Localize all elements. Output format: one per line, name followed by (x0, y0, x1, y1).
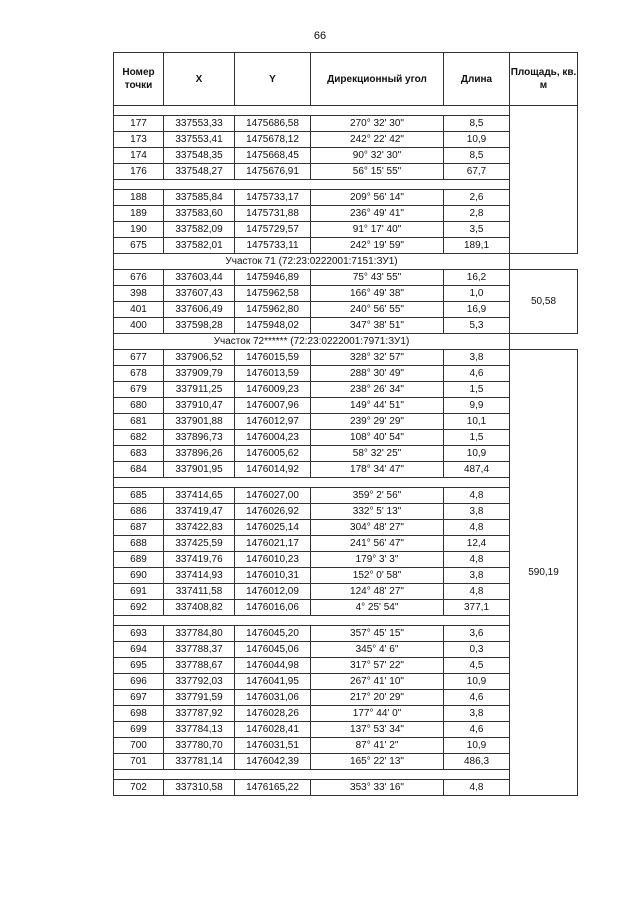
y-cell: 1476044,98 (235, 658, 311, 674)
table-row (114, 350, 578, 366)
angle-cell: 328° 32' 57" (311, 350, 444, 366)
table-row (114, 286, 578, 302)
y-cell: 1476010,31 (235, 568, 311, 584)
y-cell: 1476165,22 (235, 780, 311, 796)
x-cell: 337585,84 (164, 190, 235, 206)
area-cell-section-71: 50,58 (510, 270, 578, 334)
angle-cell: 347° 38' 51" (311, 318, 444, 334)
angle-cell: 209° 56' 14" (311, 190, 444, 206)
length-cell: 2,6 (444, 190, 510, 206)
table-row (114, 132, 578, 148)
angle-cell: 242° 19' 59" (311, 238, 444, 254)
table-row (114, 600, 578, 616)
angle-cell: 217° 20' 29" (311, 690, 444, 706)
point-number-cell: 682 (114, 430, 164, 446)
angle-cell: 317° 57' 22" (311, 658, 444, 674)
point-number-cell: 400 (114, 318, 164, 334)
page-number: 66 (313, 30, 327, 42)
angle-cell: 353° 33' 16" (311, 780, 444, 796)
area-cell-blank (510, 106, 578, 254)
angle-cell: 304° 48' 27" (311, 520, 444, 536)
length-cell: 10,1 (444, 414, 510, 430)
y-cell: 1476028,41 (235, 722, 311, 738)
spacer-cell (114, 616, 510, 626)
x-cell: 337310,58 (164, 780, 235, 796)
table-row (114, 722, 578, 738)
length-cell: 4,8 (444, 584, 510, 600)
point-number-cell: 700 (114, 738, 164, 754)
y-cell: 1475946,89 (235, 270, 311, 286)
table-row (114, 238, 578, 254)
table-row (114, 706, 578, 722)
x-cell: 337606,49 (164, 302, 235, 318)
spacer-cell (114, 180, 510, 190)
x-cell: 337548,27 (164, 164, 235, 180)
length-cell: 12,4 (444, 536, 510, 552)
table-row (114, 738, 578, 754)
y-cell: 1475668,45 (235, 148, 311, 164)
point-number-cell: 686 (114, 504, 164, 520)
angle-cell: 288° 30' 49" (311, 366, 444, 382)
angle-cell: 124° 48' 27" (311, 584, 444, 600)
y-cell: 1475678,12 (235, 132, 311, 148)
point-number-cell: 174 (114, 148, 164, 164)
length-cell: 8,5 (444, 116, 510, 132)
table-row (114, 382, 578, 398)
x-cell: 337408,82 (164, 600, 235, 616)
angle-cell: 166° 49' 38" (311, 286, 444, 302)
length-cell: 9,9 (444, 398, 510, 414)
angle-cell: 90° 32' 30" (311, 148, 444, 164)
length-cell: 4,5 (444, 658, 510, 674)
table-row (114, 366, 578, 382)
x-cell: 337598,28 (164, 318, 235, 334)
point-number-cell: 694 (114, 642, 164, 658)
table-row (114, 222, 578, 238)
section-title: Участок 72****** (72:23:0222001:7971:ЗУ1) (114, 334, 510, 350)
length-cell: 0,3 (444, 642, 510, 658)
y-cell: 1476004,23 (235, 430, 311, 446)
table-row (114, 780, 578, 796)
y-cell: 1476027,00 (235, 488, 311, 504)
point-number-cell: 699 (114, 722, 164, 738)
header-area: Площадь, кв. м (510, 53, 578, 106)
angle-cell: 165° 22' 13" (311, 754, 444, 770)
y-cell: 1476025,14 (235, 520, 311, 536)
y-cell: 1476007,96 (235, 398, 311, 414)
x-cell: 337419,76 (164, 552, 235, 568)
point-number-cell: 189 (114, 206, 164, 222)
y-cell: 1475962,80 (235, 302, 311, 318)
angle-cell: 75° 43' 55" (311, 270, 444, 286)
point-number-cell: 678 (114, 366, 164, 382)
y-cell: 1476042,39 (235, 754, 311, 770)
spacer-row (114, 616, 578, 626)
point-number-cell: 702 (114, 780, 164, 796)
section-title-row (114, 334, 578, 350)
y-cell: 1475733,17 (235, 190, 311, 206)
table-row (114, 504, 578, 520)
angle-cell: 236° 49' 41" (311, 206, 444, 222)
angle-cell: 137° 53' 34" (311, 722, 444, 738)
length-cell: 377,1 (444, 600, 510, 616)
y-cell: 1476026,92 (235, 504, 311, 520)
angle-cell: 87° 41' 2" (311, 738, 444, 754)
point-number-cell: 687 (114, 520, 164, 536)
x-cell: 337784,13 (164, 722, 235, 738)
table-row (114, 626, 578, 642)
angle-cell: 270° 32' 30" (311, 116, 444, 132)
length-cell: 3,8 (444, 568, 510, 584)
angle-cell: 58° 32' 25" (311, 446, 444, 462)
length-cell: 5,3 (444, 318, 510, 334)
y-cell: 1475686,58 (235, 116, 311, 132)
table-row (114, 658, 578, 674)
length-cell: 1,0 (444, 286, 510, 302)
table-row (114, 414, 578, 430)
length-cell: 3,8 (444, 706, 510, 722)
angle-cell: 332° 5' 13" (311, 504, 444, 520)
x-cell: 337901,88 (164, 414, 235, 430)
y-cell: 1476013,59 (235, 366, 311, 382)
point-number-cell: 176 (114, 164, 164, 180)
table-row (114, 270, 578, 286)
point-number-cell: 698 (114, 706, 164, 722)
x-cell: 337583,60 (164, 206, 235, 222)
table-row (114, 148, 578, 164)
point-number-cell: 684 (114, 462, 164, 478)
length-cell: 4,6 (444, 722, 510, 738)
table-row (114, 690, 578, 706)
x-cell: 337901,95 (164, 462, 235, 478)
angle-cell: 91° 17' 40" (311, 222, 444, 238)
table-row (114, 116, 578, 132)
y-cell: 1476045,20 (235, 626, 311, 642)
point-number-cell: 681 (114, 414, 164, 430)
table-row (114, 164, 578, 180)
x-cell: 337780,70 (164, 738, 235, 754)
length-cell: 4,8 (444, 488, 510, 504)
point-number-cell: 685 (114, 488, 164, 504)
y-cell: 1476045,06 (235, 642, 311, 658)
x-cell: 337425,59 (164, 536, 235, 552)
angle-cell: 4° 25' 54" (311, 600, 444, 616)
y-cell: 1476009,23 (235, 382, 311, 398)
length-cell: 1,5 (444, 430, 510, 446)
x-cell: 337911,25 (164, 382, 235, 398)
length-cell: 1,5 (444, 382, 510, 398)
header-y: Y (235, 53, 311, 106)
point-number-cell: 675 (114, 238, 164, 254)
point-number-cell: 188 (114, 190, 164, 206)
x-cell: 337422,83 (164, 520, 235, 536)
table-row (114, 318, 578, 334)
table-header-row (114, 53, 578, 106)
angle-cell: 242° 22' 42" (311, 132, 444, 148)
table-row (114, 552, 578, 568)
point-number-cell: 177 (114, 116, 164, 132)
table-row (114, 520, 578, 536)
y-cell: 1475676,91 (235, 164, 311, 180)
header-point-number: Номер точки (114, 53, 164, 106)
point-number-cell: 692 (114, 600, 164, 616)
angle-cell: 56° 15' 55" (311, 164, 444, 180)
y-cell: 1476028,26 (235, 706, 311, 722)
length-cell: 67,7 (444, 164, 510, 180)
y-cell: 1476014,92 (235, 462, 311, 478)
y-cell: 1476021,17 (235, 536, 311, 552)
point-number-cell: 676 (114, 270, 164, 286)
table-row (114, 302, 578, 318)
table-row (114, 206, 578, 222)
header-length: Длина (444, 53, 510, 106)
angle-cell: 359° 2' 56" (311, 488, 444, 504)
x-cell: 337414,93 (164, 568, 235, 584)
table-row (114, 446, 578, 462)
angle-cell: 149° 44' 51" (311, 398, 444, 414)
y-cell: 1475948,02 (235, 318, 311, 334)
table-row (114, 430, 578, 446)
y-cell: 1476005,62 (235, 446, 311, 462)
point-number-cell: 696 (114, 674, 164, 690)
y-cell: 1475733,11 (235, 238, 311, 254)
x-cell: 337906,52 (164, 350, 235, 366)
angle-cell: 177° 44' 0" (311, 706, 444, 722)
point-number-cell: 173 (114, 132, 164, 148)
angle-cell: 357° 45' 15" (311, 626, 444, 642)
angle-cell: 240° 56' 55" (311, 302, 444, 318)
section-title: Участок 71 (72:23:0222001:7151:ЗУ1) (114, 254, 510, 270)
point-number-cell: 693 (114, 626, 164, 642)
table-row (114, 674, 578, 690)
point-number-cell: 683 (114, 446, 164, 462)
x-cell: 337607,43 (164, 286, 235, 302)
x-cell: 337784,80 (164, 626, 235, 642)
y-cell: 1476031,51 (235, 738, 311, 754)
point-number-cell: 398 (114, 286, 164, 302)
length-cell: 4,8 (444, 780, 510, 796)
table-row (114, 462, 578, 478)
point-number-cell: 695 (114, 658, 164, 674)
angle-cell: 267° 41' 10" (311, 674, 444, 690)
length-cell: 4,8 (444, 552, 510, 568)
length-cell: 487,4 (444, 462, 510, 478)
y-cell: 1476010,23 (235, 552, 311, 568)
angle-cell: 345° 4' 6" (311, 642, 444, 658)
length-cell: 3,8 (444, 350, 510, 366)
spacer-row (114, 770, 578, 780)
x-cell: 337791,59 (164, 690, 235, 706)
spacer-cell (114, 770, 510, 780)
length-cell: 10,9 (444, 674, 510, 690)
header-direction-angle: Дирекционный угол (311, 53, 444, 106)
angle-cell: 108° 40' 54" (311, 430, 444, 446)
table-row (114, 642, 578, 658)
point-number-cell: 690 (114, 568, 164, 584)
length-cell: 10,9 (444, 738, 510, 754)
x-cell: 337788,67 (164, 658, 235, 674)
coordinates-table (113, 52, 578, 796)
y-cell: 1475729,57 (235, 222, 311, 238)
point-number-cell: 697 (114, 690, 164, 706)
x-cell: 337788,37 (164, 642, 235, 658)
y-cell: 1476031,06 (235, 690, 311, 706)
table-row (114, 536, 578, 552)
point-number-cell: 701 (114, 754, 164, 770)
spacer-row (114, 478, 578, 488)
length-cell: 486,3 (444, 754, 510, 770)
x-cell: 337603,44 (164, 270, 235, 286)
table-body (114, 106, 578, 796)
point-number-cell: 190 (114, 222, 164, 238)
x-cell: 337910,47 (164, 398, 235, 414)
y-cell: 1476016,06 (235, 600, 311, 616)
table-row (114, 398, 578, 414)
area-cell-section-72: 590,19 (510, 350, 578, 796)
x-cell: 337553,41 (164, 132, 235, 148)
y-cell: 1475731,88 (235, 206, 311, 222)
y-cell: 1476012,97 (235, 414, 311, 430)
table-row (114, 488, 578, 504)
x-cell: 337787,92 (164, 706, 235, 722)
x-cell: 337582,01 (164, 238, 235, 254)
spacer-row (114, 180, 578, 190)
length-cell: 2,8 (444, 206, 510, 222)
x-cell: 337781,14 (164, 754, 235, 770)
angle-cell: 152° 0' 58" (311, 568, 444, 584)
angle-cell: 238° 26' 34" (311, 382, 444, 398)
length-cell: 10,9 (444, 132, 510, 148)
spacer-row (114, 106, 578, 116)
y-cell: 1476015,59 (235, 350, 311, 366)
table-row (114, 754, 578, 770)
section-title-row (114, 254, 578, 270)
x-cell: 337792,03 (164, 674, 235, 690)
length-cell: 3,5 (444, 222, 510, 238)
x-cell: 337548,35 (164, 148, 235, 164)
x-cell: 337582,09 (164, 222, 235, 238)
angle-cell: 241° 56' 47" (311, 536, 444, 552)
length-cell: 3,6 (444, 626, 510, 642)
y-cell: 1476012,09 (235, 584, 311, 600)
length-cell: 3,8 (444, 504, 510, 520)
point-number-cell: 679 (114, 382, 164, 398)
angle-cell: 179° 3' 3" (311, 552, 444, 568)
length-cell: 16,2 (444, 270, 510, 286)
header-x: X (164, 53, 235, 106)
point-number-cell: 677 (114, 350, 164, 366)
point-number-cell: 691 (114, 584, 164, 600)
angle-cell: 239° 29' 29" (311, 414, 444, 430)
x-cell: 337411,58 (164, 584, 235, 600)
x-cell: 337909,79 (164, 366, 235, 382)
length-cell: 4,8 (444, 520, 510, 536)
spacer-cell (114, 478, 510, 488)
length-cell: 4,6 (444, 366, 510, 382)
length-cell: 10,9 (444, 446, 510, 462)
point-number-cell: 689 (114, 552, 164, 568)
angle-cell: 178° 34' 47" (311, 462, 444, 478)
table-row (114, 568, 578, 584)
table-row (114, 190, 578, 206)
point-number-cell: 688 (114, 536, 164, 552)
length-cell: 8,5 (444, 148, 510, 164)
length-cell: 4,6 (444, 690, 510, 706)
y-cell: 1475962,58 (235, 286, 311, 302)
x-cell: 337896,73 (164, 430, 235, 446)
x-cell: 337419,47 (164, 504, 235, 520)
spacer-cell (114, 106, 510, 116)
point-number-cell: 680 (114, 398, 164, 414)
length-cell: 189,1 (444, 238, 510, 254)
length-cell: 16,9 (444, 302, 510, 318)
x-cell: 337553,33 (164, 116, 235, 132)
point-number-cell: 401 (114, 302, 164, 318)
x-cell: 337896,26 (164, 446, 235, 462)
x-cell: 337414,65 (164, 488, 235, 504)
table-row (114, 584, 578, 600)
y-cell: 1476041,95 (235, 674, 311, 690)
